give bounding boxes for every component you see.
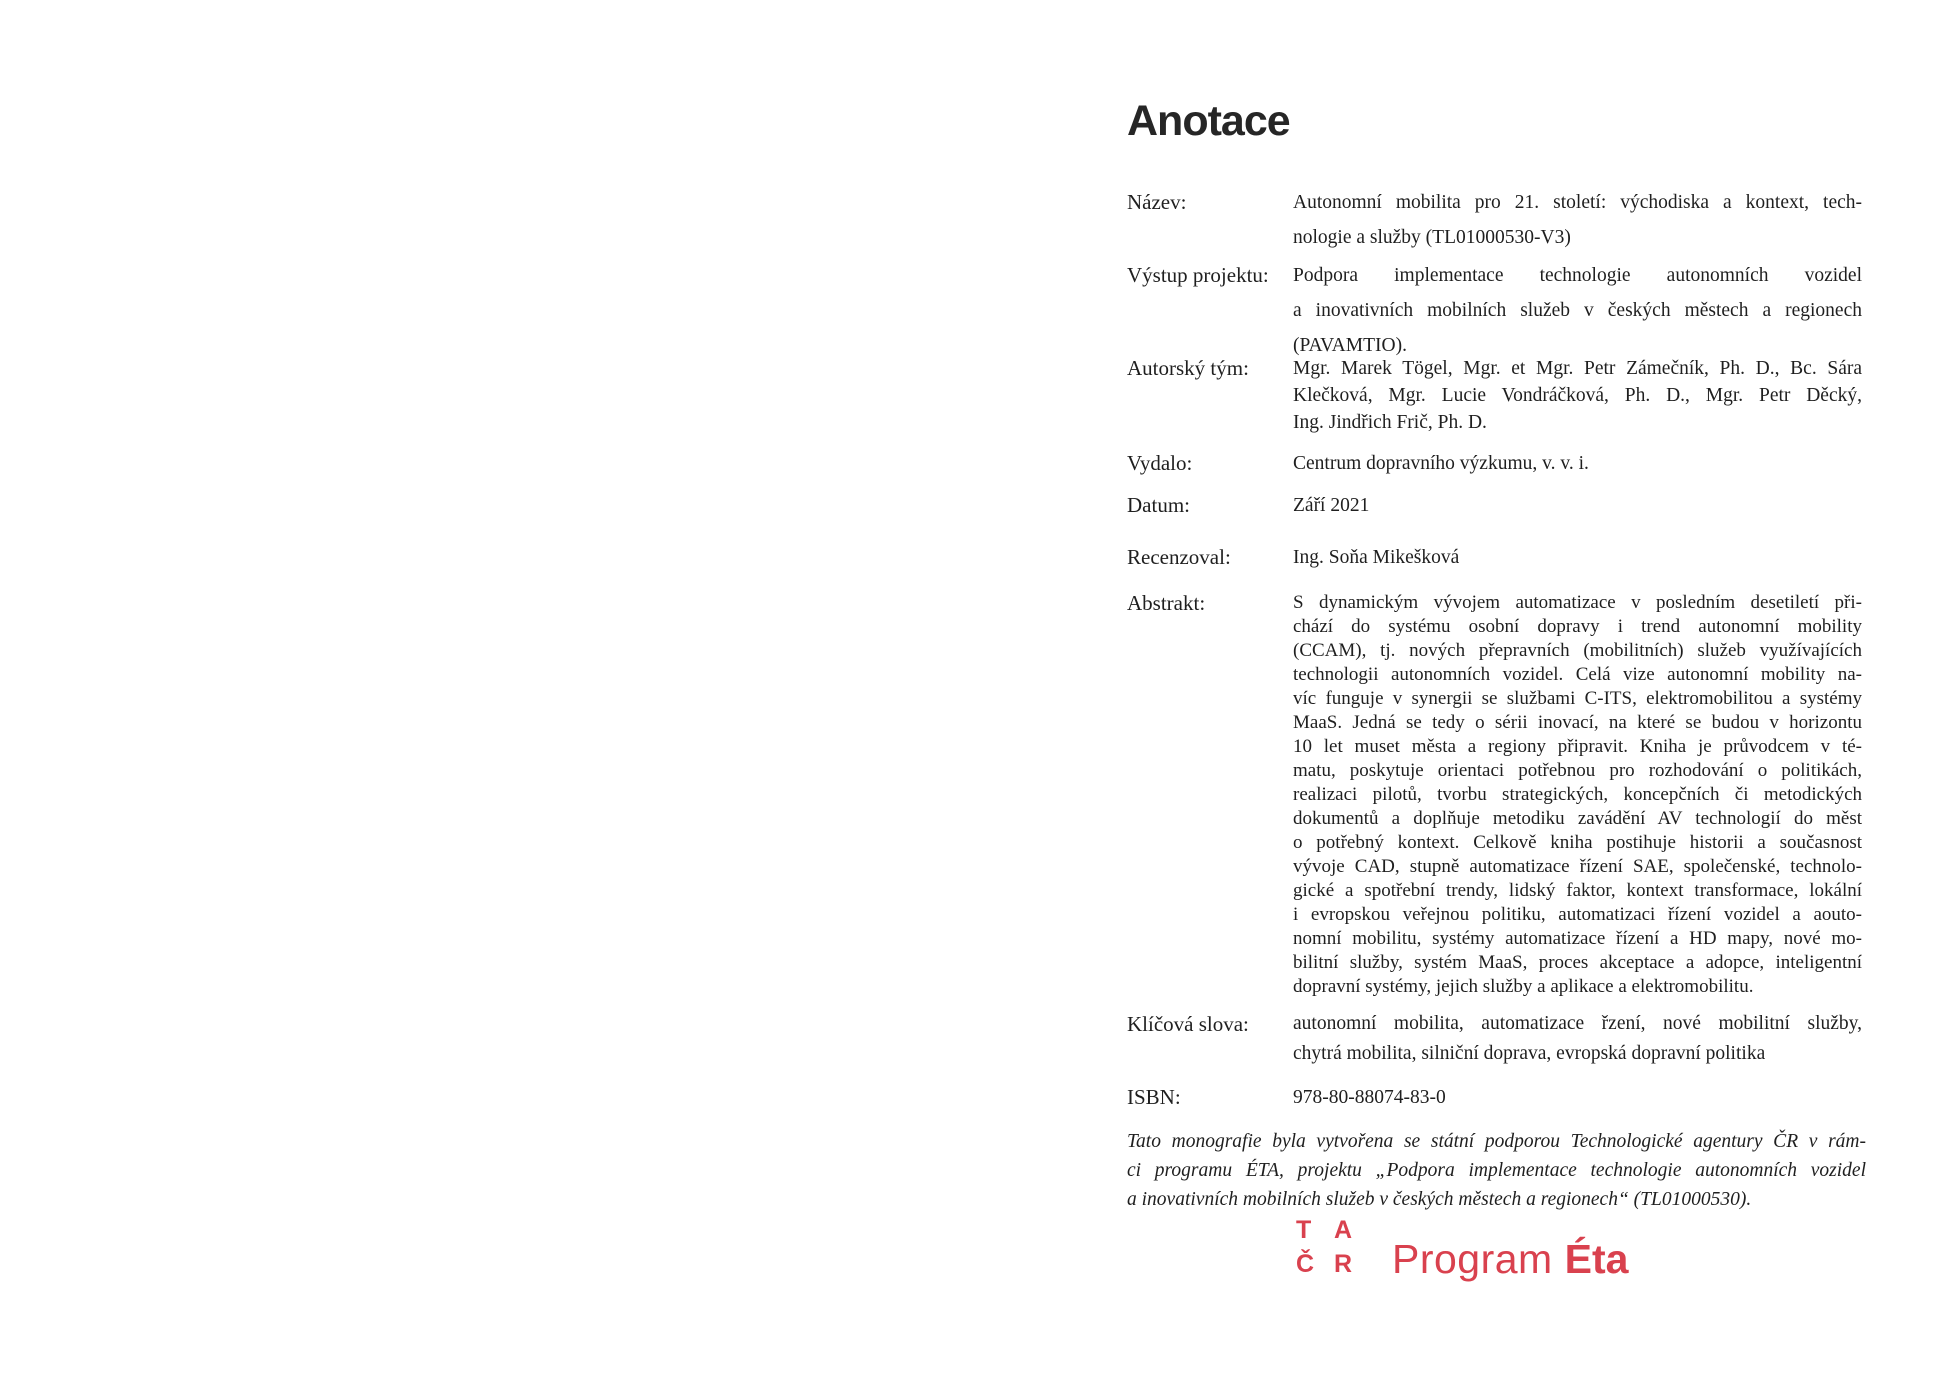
- field-value-line: Ing. Soňa Mikešková: [1293, 547, 1460, 568]
- field-value: [1293, 1084, 1862, 1111]
- field-label: Vydalo:: [1127, 451, 1193, 475]
- field-value-line: (PAVAMTIO).: [1293, 335, 1407, 356]
- eta-label: Éta: [1564, 1236, 1629, 1282]
- field-label: Výstup projektu:: [1127, 263, 1269, 287]
- tacr-logo-letter-icon: T: [1296, 1216, 1312, 1244]
- field-value: [1293, 450, 1862, 477]
- field-value-line: 978-80-88074-83-0: [1293, 1087, 1446, 1108]
- field-value-line: Mgr. Marek Tögel, Mgr. et Mgr. Petr Zámečník, Ph. D., Bc. Sára: [1293, 358, 1862, 379]
- program-eta-wordmark: [1392, 1236, 1628, 1283]
- field-value-line: dokumentů a doplňuje metodiku zavádění AV technologií do měst: [1293, 808, 1862, 829]
- field-label: Autorský tým:: [1127, 356, 1249, 380]
- field-value-line: dopravní systémy, jejich služby a aplikace a elektromobilitu.: [1293, 976, 1754, 997]
- field-value-line: realizaci pilotů, tvorbu strategických, koncepčních či metodických: [1293, 784, 1862, 805]
- field-label: Datum:: [1127, 493, 1190, 517]
- field-value-line: vývoje CAD, stupně automatizace řízení SAE, společenské, technolo-: [1293, 856, 1862, 877]
- field-label: ISBN:: [1127, 1085, 1181, 1109]
- funding-note: [1127, 1127, 1866, 1214]
- field-label: Abstrakt:: [1127, 591, 1206, 615]
- tacr-logo-letter-icon: A: [1334, 1216, 1353, 1244]
- field-value-line: Září 2021: [1293, 495, 1370, 516]
- field-value-line: a inovativních mobilních služeb v českých městech a regionech: [1293, 300, 1862, 321]
- field-value: [1293, 258, 1862, 363]
- field-value-line: chytrá mobilita, silniční doprava, evropská dopravní politika: [1293, 1043, 1766, 1064]
- field-value-line: Klečková, Mgr. Lucie Vondráčková, Ph. D., Mgr. Petr Děcký,: [1293, 385, 1862, 406]
- field-value-line: nomní mobilitu, systémy automatizace řízení a HD mapy, nové mo-: [1293, 928, 1862, 949]
- field-label: Název:: [1127, 190, 1187, 214]
- field-value-line: Ing. Jindřich Frič, Ph. D.: [1293, 412, 1487, 433]
- field-value-line: chází do systému osobní dopravy i trend autonomní mobility: [1293, 616, 1862, 637]
- field-value-line: o potřebný kontext. Celkově kniha postihuje historii a současnost: [1293, 832, 1862, 853]
- page-title: Anotace: [1127, 97, 1290, 145]
- funding-note-line: Tato monografie byla vytvořena se státní podporou Technologické agentury ČR v rám-: [1127, 1131, 1866, 1152]
- field-value-line: (CCAM), tj. nových přepravních (mobilitních) služeb využívajících: [1293, 640, 1862, 661]
- field-value-line: bilitní služby, systém MaaS, proces akceptace a adopce, inteligentní: [1293, 952, 1862, 973]
- field-value-line: matu, poskytuje orientaci potřebnou pro rozhodování o politikách,: [1293, 760, 1862, 781]
- field-value-line: Podpora implementace technologie autonomních vozidel: [1293, 265, 1862, 286]
- field-value-line: Autonomní mobilita pro 21. století: východiska a kontext, tech-: [1293, 192, 1862, 213]
- program-label: Program: [1392, 1236, 1553, 1282]
- tacr-logo-letter-icon: Č: [1296, 1250, 1315, 1278]
- field-value: [1293, 185, 1862, 255]
- field-value: [1293, 544, 1862, 571]
- field-value-line: gické a spotřební trendy, lidský faktor, kontext transformace, lokální: [1293, 880, 1862, 901]
- field-value-line: MaaS. Jedná se tedy o sérii inovací, na které se budou v horizontu: [1293, 712, 1862, 733]
- field-value: [1293, 1009, 1862, 1069]
- funding-note-line: a inovativních mobilních služeb v českých městech a regionech“ (TL01000530).: [1127, 1189, 1752, 1210]
- field-value-line: S dynamickým vývojem automatizace v posledním desetiletí při-: [1293, 592, 1862, 613]
- field-label: Recenzoval:: [1127, 545, 1231, 569]
- field-value-line: nologie a služby (TL01000530-V3): [1293, 227, 1571, 248]
- field-value-line: i evropskou veřejnou politiku, automatizaci řízení vozidel a aouto-: [1293, 904, 1862, 925]
- field-value-line: 10 let muset města a regiony připravit. Kniha je průvodcem v té-: [1293, 736, 1862, 757]
- field-value-line: autonomní mobilita, automatizace řzení, nové mobilitní služby,: [1293, 1013, 1862, 1034]
- field-value-line: technologii autonomních vozidel. Celá vize autonomní mobility na-: [1293, 664, 1862, 685]
- field-value: [1293, 355, 1862, 436]
- field-label: Klíčová slova:: [1127, 1012, 1249, 1036]
- funding-note-line: ci programu ÉTA, projektu „Podpora implementace technologie autonomních vozidel: [1127, 1160, 1866, 1181]
- tacr-logo-letter-icon: R: [1334, 1250, 1353, 1278]
- field-value-line: Centrum dopravního výzkumu, v. v. i.: [1293, 453, 1589, 474]
- field-value-line: víc funguje v synergii se službami C-ITS, elektromobilitou a systémy: [1293, 688, 1862, 709]
- field-value: [1293, 591, 1862, 999]
- field-value: [1293, 492, 1862, 519]
